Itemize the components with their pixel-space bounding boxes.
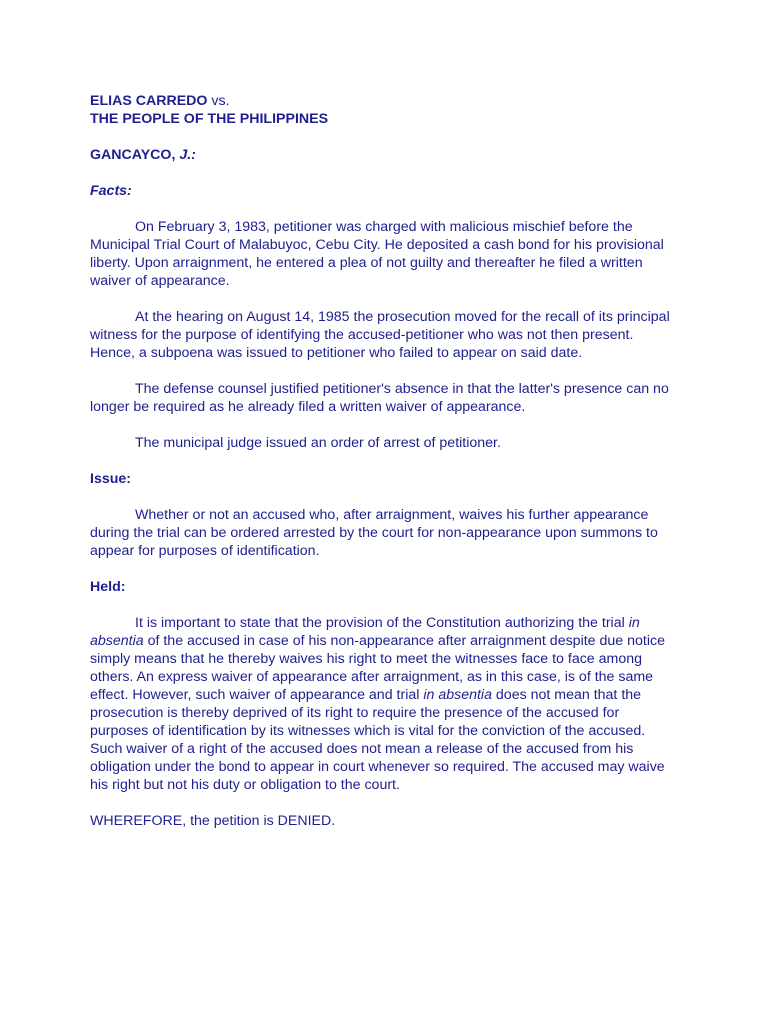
held-italic-1: in absentia — [90, 615, 640, 649]
held-text-1: It is important to state that the provision of the Constitution authorizing the trial — [135, 615, 629, 631]
versus-text: vs. — [207, 93, 230, 109]
issue-heading: Issue: — [90, 471, 132, 487]
ponente-name: GANCAYCO, — [90, 147, 180, 163]
petitioner-name: ELIAS CARREDO — [90, 93, 208, 109]
case-digest-page — [90, 92, 680, 830]
facts-paragraph-4: The municipal judge issued an order of arrest of petitioner. — [135, 435, 501, 451]
facts-paragraph-2: At the hearing on August 14, 1985 the prosecution moved for the recall of its principal witness for the purpose of identifying the accused-petitioner who was not then present. Hence, a subpoena was issued to petitioner who failed to appear on said date. — [90, 309, 670, 361]
held-text-3: does not mean that the prosecution is thereby deprived of its right to require the presence of the accused for purposes of identification by its witnesses which is vital for the conviction of the accused. Such waiver of a right of the accused does not mean a release of the accused from his obligation under the bond to appear in court whenever so required. The accused may waive his right but not his duty or obligation to the court. — [90, 687, 665, 793]
case-title-petitioner — [90, 92, 680, 110]
case-title-respondent: THE PEOPLE OF THE PHILIPPINES — [90, 111, 329, 127]
dispositive-text: WHEREFORE, the petition is DENIED. — [90, 813, 336, 829]
held-text-2: of the accused in case of his non-appearance after arraignment despite due notice simply means that he thereby waives his right to meet the witnesses face to face among others. An express waiver of appearance after arraignment, as in this case, is of the same effect. However, such waiver of appearance and trial — [90, 633, 665, 703]
held-heading: Held: — [90, 579, 126, 595]
facts-heading: Facts: — [90, 183, 132, 199]
facts-paragraph-1: On February 3, 1983, petitioner was charged with malicious mischief before the Municipal Trial Court of Malabuyoc, Cebu City. He deposited a cash bond for his provisional liberty. Upon arraignment, he entered a plea of not guilty and thereafter he filed a written waiver of appearance. — [90, 219, 664, 289]
ponente — [90, 146, 680, 164]
held-paragraph — [90, 614, 680, 794]
ponente-title: J.: — [179, 147, 196, 163]
facts-paragraph-3: The defense counsel justified petitioner's absence in that the latter's presence can no longer be required as he already filed a written waiver of appearance. — [90, 381, 669, 415]
held-italic-2: in absentia — [423, 687, 492, 703]
issue-paragraph: Whether or not an accused who, after arraignment, waives his further appearance during the trial can be ordered arrested by the court for non-appearance upon summons to appear for purposes of identification. — [90, 507, 658, 559]
